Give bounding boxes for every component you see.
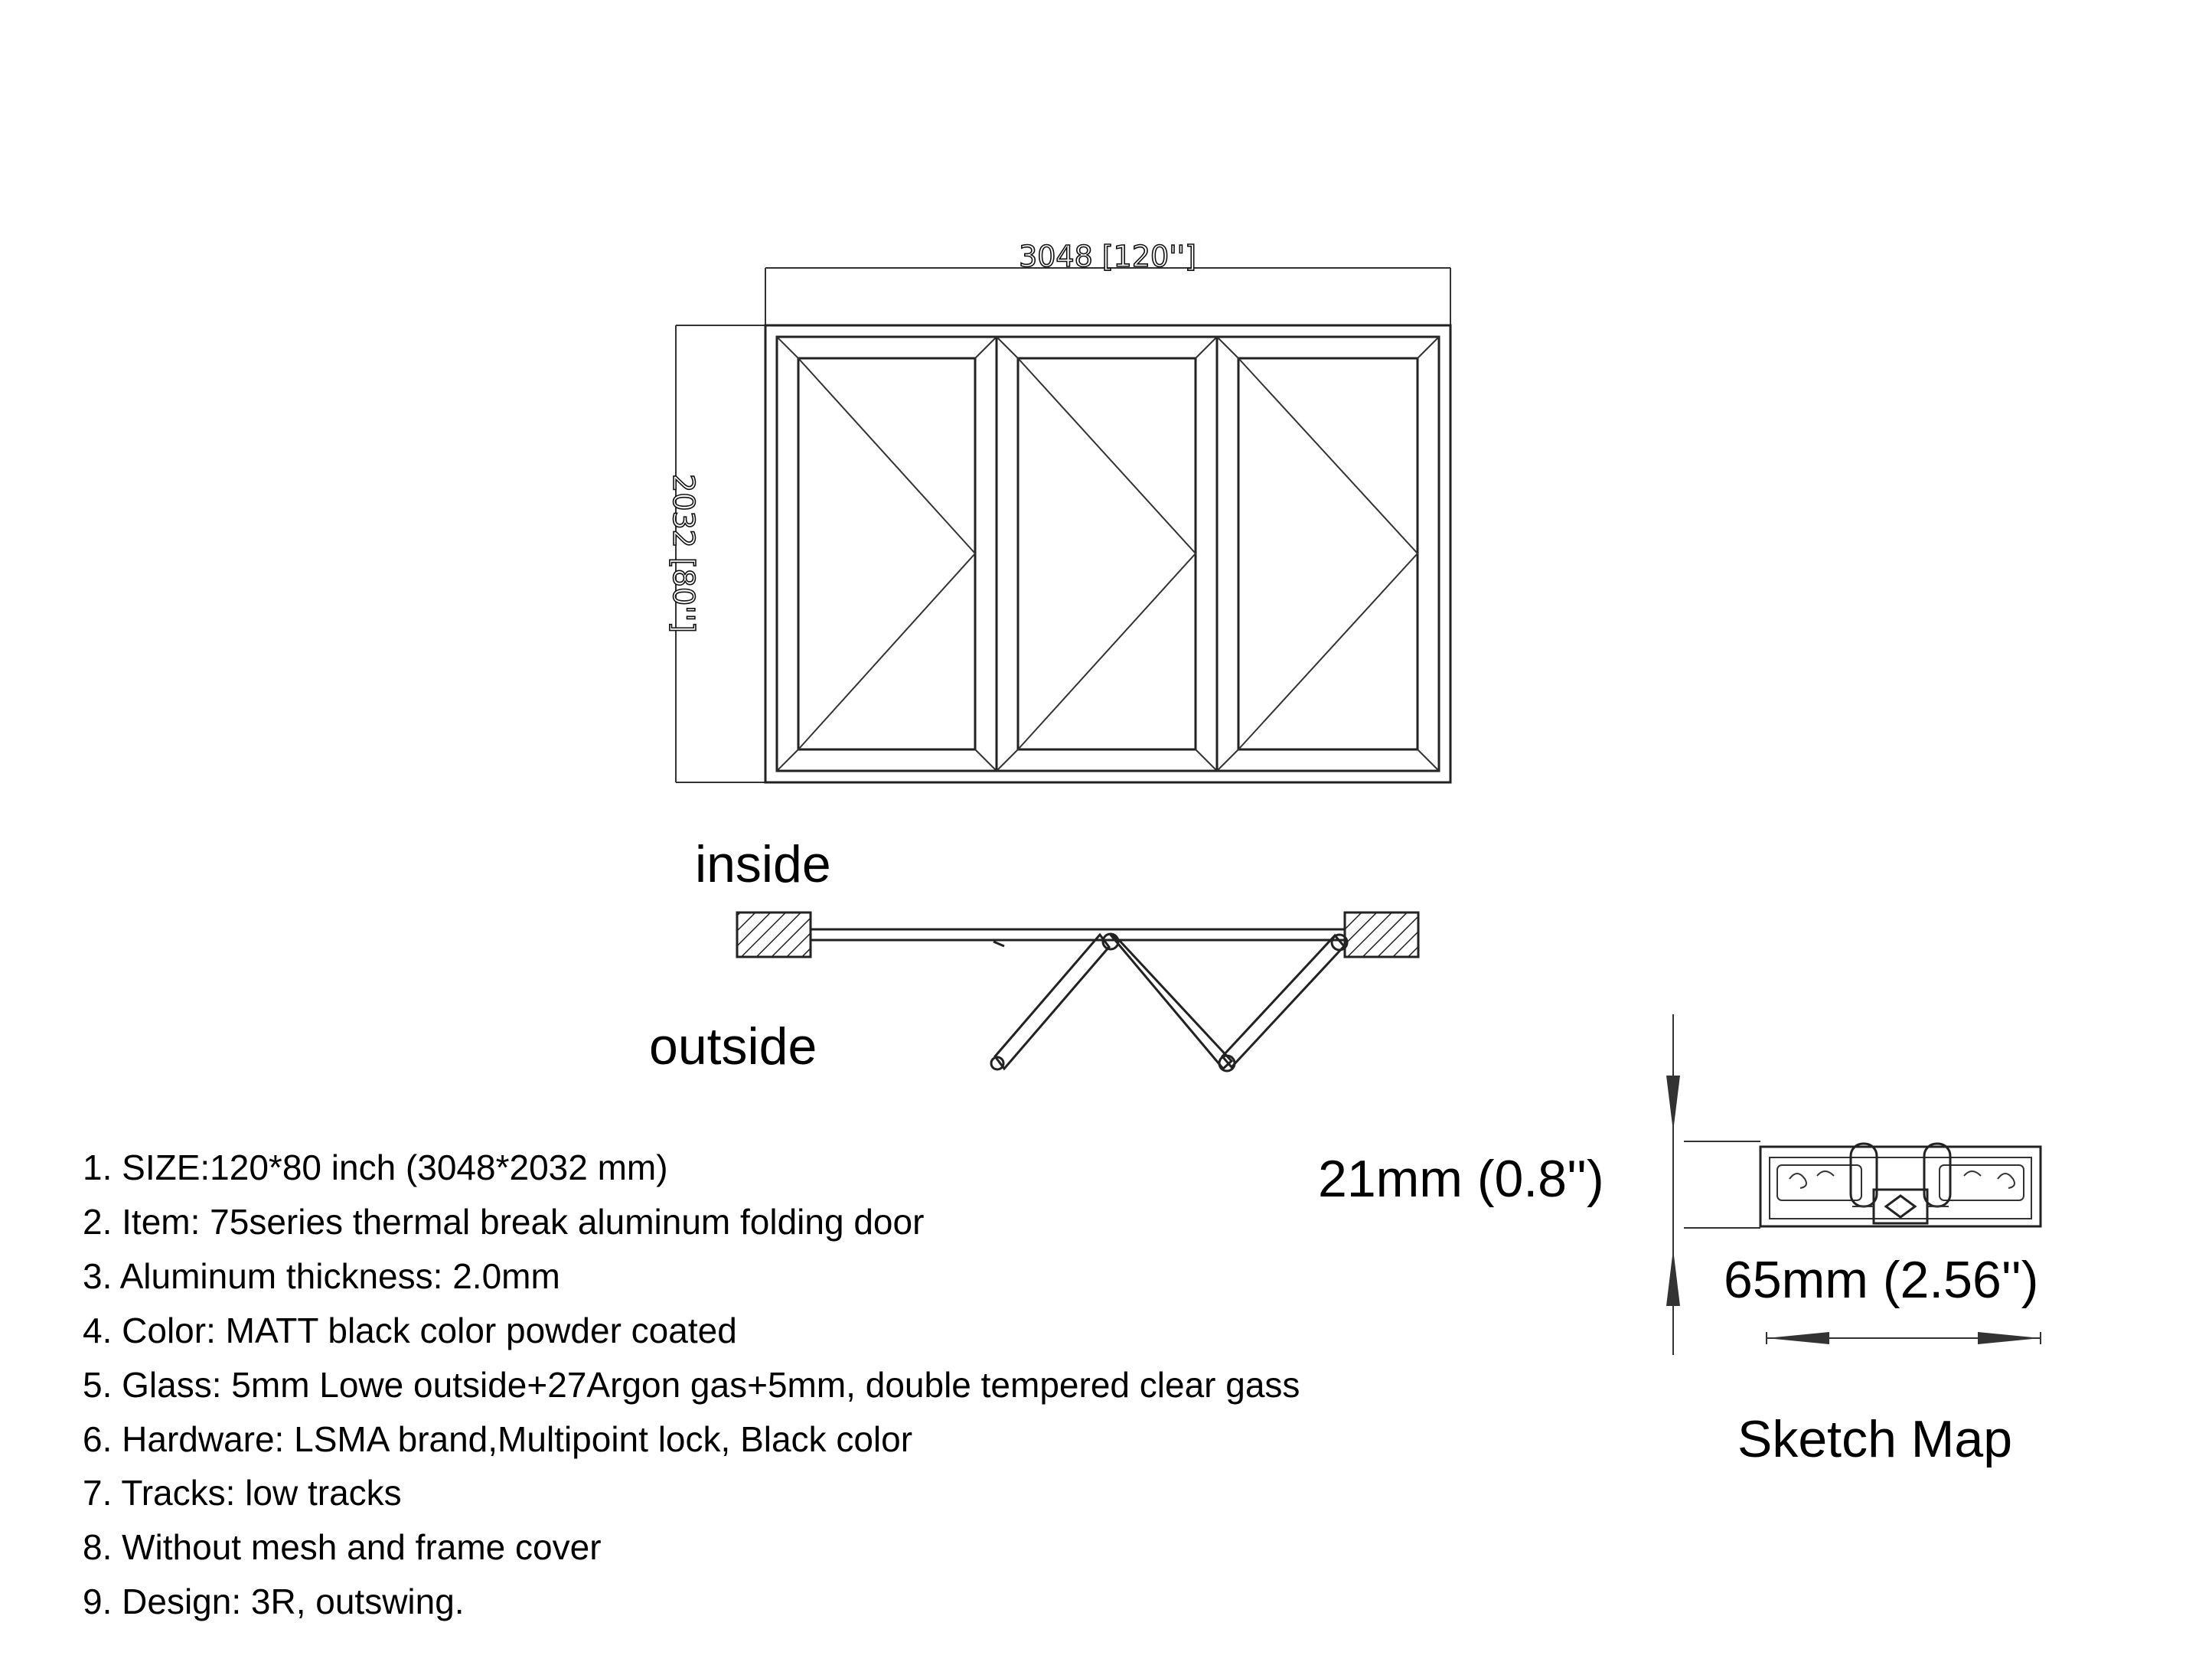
door-panel-3 [1217,337,1439,771]
specification-list [83,1148,1300,1621]
spec-item: 4. Color: MATT black color powder coated [83,1311,737,1350]
height-dimension [667,325,765,782]
outer-frame [765,325,1450,782]
leaf-2 [1110,934,1232,1069]
arrow-left-icon [1767,1332,1829,1344]
leaf-3 [1222,935,1344,1067]
inside-label: inside [695,835,831,893]
spec-item: 6. Hardware: LSMA brand,Multipoint lock, Black color [83,1419,913,1459]
spec-item: 2. Item: 75series thermal break aluminum folding door [83,1202,925,1242]
sketch-map-caption: Sketch Map [1737,1410,2013,1468]
spec-item: 1. SIZE:120*80 inch (3048*2032 mm) [83,1148,668,1187]
height-dimension-label: 2032 [80''] [667,474,700,633]
arrow-right-icon [1978,1332,2041,1344]
profile-width-label: 65mm (2.56'') [1724,1251,2039,1309]
folding-leaves [991,934,1347,1071]
plan-view [649,835,1418,1076]
opening-direction-mark-2 [1018,358,1196,749]
leaf-1 [995,935,1109,1069]
spec-item: 7. Tracks: low tracks [83,1473,402,1513]
inner-frame [777,337,1439,771]
spec-item: 3. Aluminum thickness: 2.0mm [83,1256,560,1296]
wall-right [1345,912,1418,957]
outside-label: outside [649,1017,817,1076]
wall-left [737,912,811,957]
spec-item: 9. Design: 3R, outswing. [83,1582,465,1621]
width-dimension-label: 3048 [120''] [1019,240,1196,273]
profile-sketch [1318,1014,2041,1468]
width-dimension [765,240,1450,325]
aluminum-profile-section [1760,1144,2041,1226]
door-panel-2 [997,337,1217,771]
opening-direction-mark-1 [798,358,975,749]
spec-item: 8. Without mesh and frame cover [83,1527,602,1567]
spec-item: 5. Glass: 5mm Lowe outside+27Argon gas+5mm, double tempered clear gass [83,1365,1300,1405]
elevation-view [667,240,1450,782]
profile-height-label: 21mm (0.8'') [1318,1150,1604,1208]
door-panel-1 [777,337,997,771]
door-track [811,929,1345,940]
arrow-down-icon [1666,1076,1680,1131]
opening-direction-mark-3 [1238,358,1418,749]
arrow-up-icon [1666,1249,1680,1306]
